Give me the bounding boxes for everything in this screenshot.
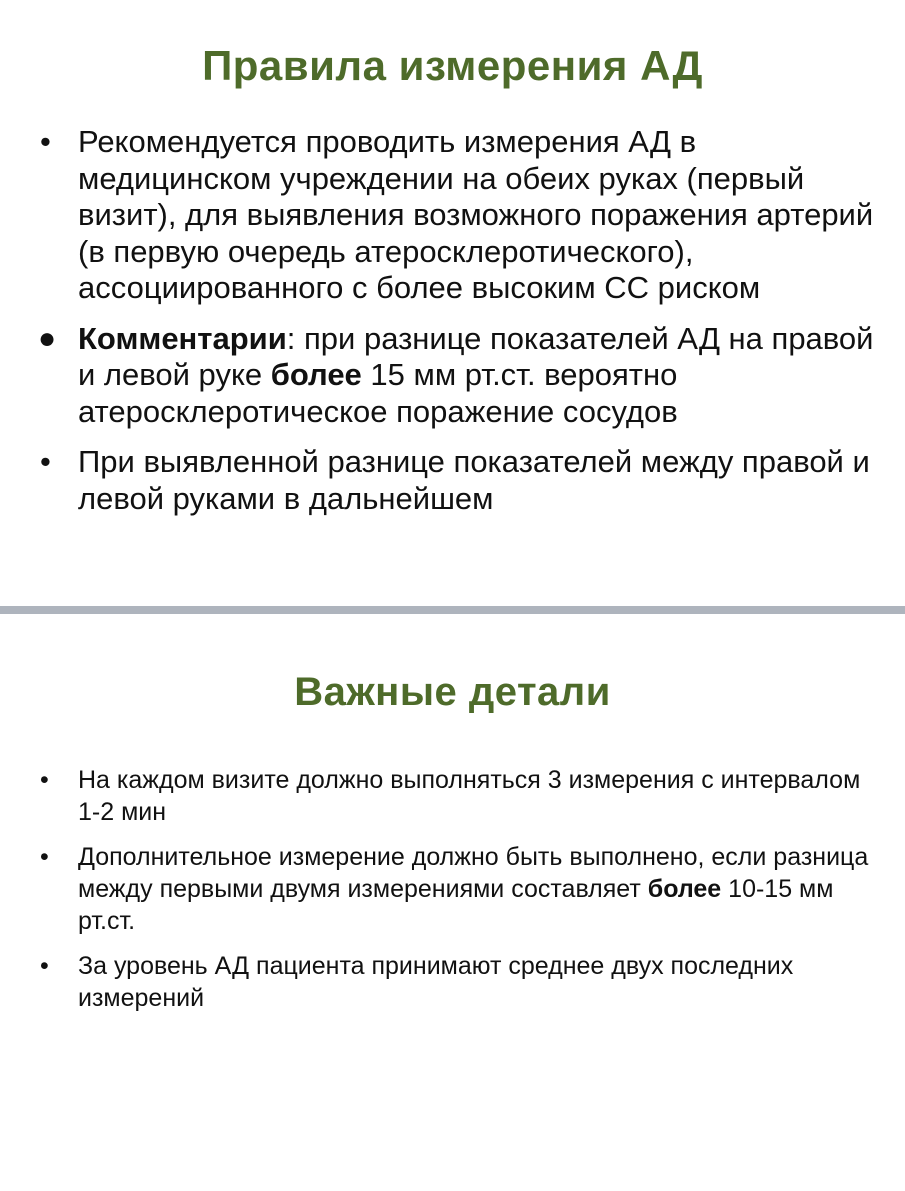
list-item [40,444,880,517]
bullet-dot-icon: ● [38,321,57,355]
list-item [40,950,880,1014]
bullet-list [40,764,880,1027]
bullet-dot-icon: • [40,124,51,159]
bullet-text: 10-15 мм рт.ст. [78,875,834,935]
bullet-dot-icon: • [40,843,49,871]
list-item [40,841,880,937]
bullet-dot-icon: • [40,952,49,980]
bullet-dot-icon: • [40,766,49,794]
comment-label: Комментарии [78,320,287,356]
list-item [40,321,880,431]
emphasis-text: более [270,357,362,392]
list-item [40,764,880,828]
bullet-text: : при разнице показателей АД на правой и левой руке [78,320,874,392]
bullet-text: 15 мм рт.ст. вероятно атеросклеротическое поражение сосудов [78,357,678,429]
slide-title: Важные детали [294,670,611,714]
bullet-text: Рекомендуется проводить измерения АД в медицинском учреждении на обеих руках (первый визит), для выявления возможного поражения артерий (в первую очередь атеросклеротического), ассоциированного с более высоким СС риском [78,124,874,305]
bullet-list [40,124,880,531]
bullet-dot-icon: • [40,444,51,479]
slide-title: Правила измерения АД [202,42,703,89]
emphasis-text: более [647,875,722,903]
bullet-text: Дополнительное измерение должно быть выполнено, если разница между первыми двумя измерениями составляет [78,843,869,903]
slide-divider [0,606,905,614]
bullet-text: За уровень АД пациента принимают среднее двух последних измерений [78,952,794,1012]
slide-important-details [0,614,905,1191]
bullet-text: При выявленной разнице показателей между правой и левой руками в дальнейшем [78,444,870,516]
list-item [40,124,880,307]
bullet-text: На каждом визите должно выполняться 3 измерения с интервалом 1-2 мин [78,766,861,826]
